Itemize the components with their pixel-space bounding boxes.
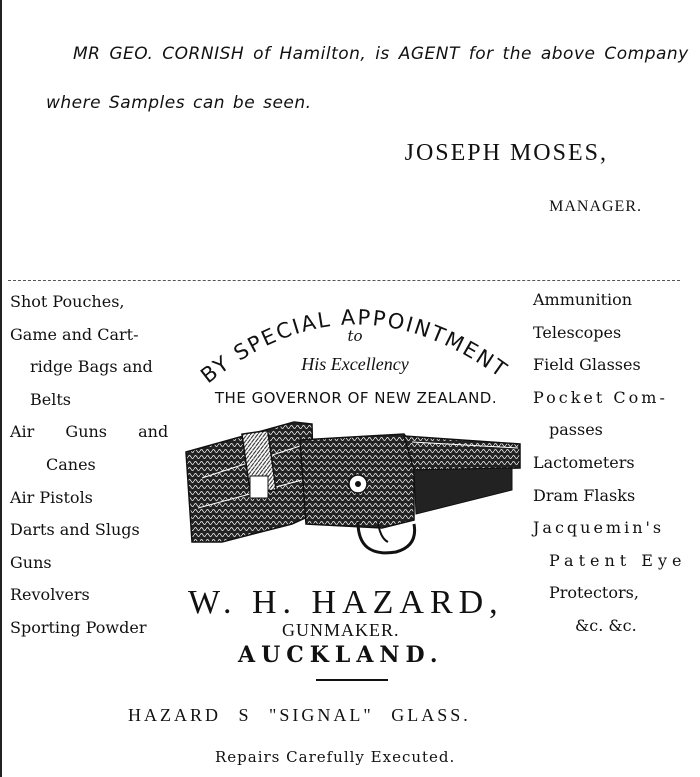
repairs-line: Repairs Carefully Executed. bbox=[215, 748, 456, 766]
list-item: Revolvers bbox=[10, 585, 90, 605]
maker-city: AUCKLAND. bbox=[238, 642, 444, 668]
maker-role: GUNMAKER. bbox=[282, 620, 400, 640]
list-item: Telescopes bbox=[533, 322, 622, 342]
engraved-shotgun-illustration bbox=[182, 418, 522, 558]
list-item: passes bbox=[549, 420, 603, 440]
list-item: Jacquemin's bbox=[533, 518, 665, 538]
list-item: Game and Cart- bbox=[10, 324, 139, 344]
list-item: Ammunition bbox=[533, 290, 633, 309]
manager-name: JOSEPH MOSES, bbox=[404, 140, 608, 166]
list-item: &c. &c. bbox=[575, 615, 637, 635]
signal-glass-heading: HAZARD S "SIGNAL" GLASS. bbox=[128, 705, 471, 725]
list-item: Air Guns and bbox=[10, 422, 169, 442]
short-divider bbox=[316, 679, 388, 681]
list-item: Protectors, bbox=[549, 583, 639, 603]
list-item: Shot Pouches, bbox=[10, 292, 125, 311]
list-item: Air Pistols bbox=[10, 487, 93, 507]
list-item: Pocket Com- bbox=[533, 387, 668, 407]
manager-title: MANAGER. bbox=[549, 198, 642, 215]
list-item: Lactometers bbox=[533, 452, 635, 472]
appointment-arc-text: BY SPECIAL APPOINTMENT bbox=[196, 305, 513, 388]
appointment-emblem bbox=[180, 286, 530, 416]
appointment-excellency: His Excellency bbox=[301, 354, 409, 374]
list-item: Field Glasses bbox=[533, 355, 641, 375]
maker-name: W. H. HAZARD, bbox=[188, 584, 504, 621]
list-item: Canes bbox=[46, 454, 96, 474]
list-item: Guns bbox=[10, 552, 52, 572]
agent-notice-line-1: MR GEO. CORNISH of Hamilton, is AGENT for the above Company bbox=[73, 44, 689, 64]
list-item: ridge Bags and bbox=[30, 357, 153, 377]
appointment-governor: THE GOVERNOR OF NEW ZEALAND. bbox=[214, 389, 498, 407]
list-item: Patent Eye bbox=[549, 550, 687, 570]
section-divider bbox=[8, 280, 680, 281]
list-item: Sporting Powder bbox=[10, 617, 147, 637]
appointment-to: to bbox=[347, 327, 363, 345]
list-item: Darts and Slugs bbox=[10, 520, 140, 540]
left-product-list bbox=[10, 286, 185, 645]
left-border-rule bbox=[0, 0, 2, 777]
list-item: Belts bbox=[30, 389, 71, 409]
right-product-list bbox=[533, 284, 700, 643]
agent-notice-line-2: where Samples can be seen. bbox=[46, 93, 312, 113]
list-item: Dram Flasks bbox=[533, 485, 636, 505]
